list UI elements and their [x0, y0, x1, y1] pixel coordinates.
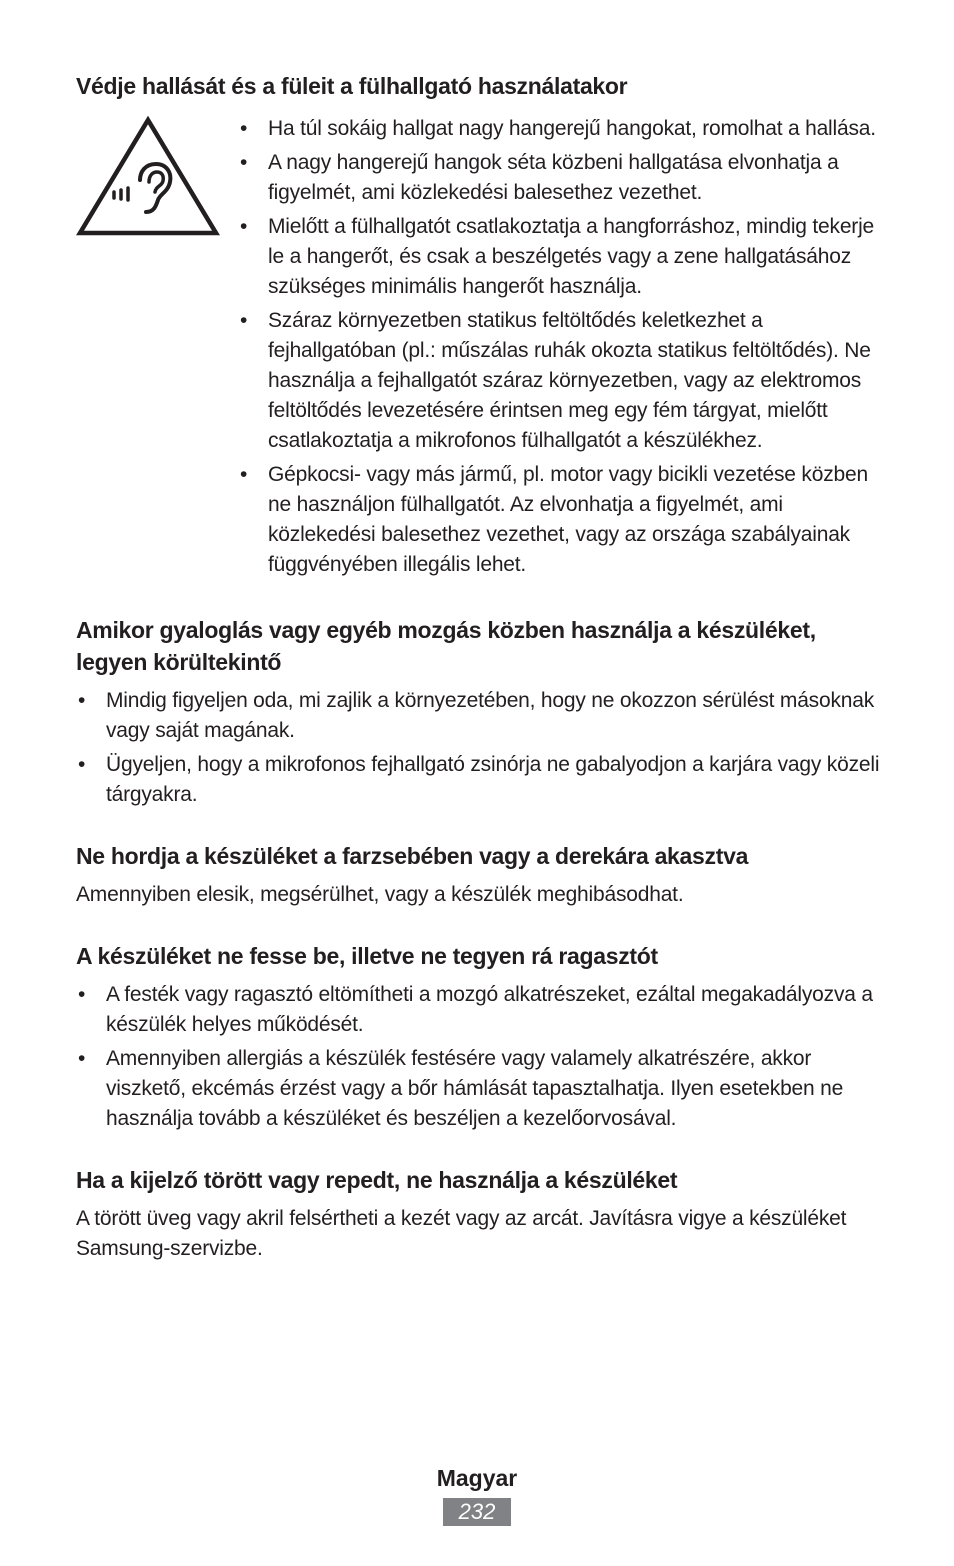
bullet-list — [76, 980, 882, 1134]
list-item: • A nagy hangerejű hangok séta közbeni hallgatása elvonhatja a figyelmét, ami közlekedési balesethez vezethet. — [238, 148, 882, 208]
list-item: • Ügyeljen, hogy a mikrofonos fejhallgató zsinórja ne gabalyodjon a karjára vagy közeli tárgyakra. — [76, 750, 882, 810]
list-item: • Száraz környezetben statikus feltöltődés keletkezhet a fejhallgatóban (pl.: műszálas ruhák okozta statikus feltöltődés). Ne használja a fejhallgatót száraz környezetben, vagy az elektromos feltöltődés levezetésére érintsen meg egy fém tárgyat, mielőtt csatlakoztatja a mikrofonos fülhallgatót a készülékhez. — [238, 306, 882, 456]
section-title: Ha a kijelző törött vagy repedt, ne használja a készüléket — [76, 1167, 678, 1193]
list-item: • Gépkocsi- vagy más jármű, pl. motor vagy bicikli vezetése közben ne használjon fülhallgatót. Az elvonhatja a figyelmét, ami közlekedési balesethez vezethet, vagy az országa szabályainak függvényében illegális lehet. — [238, 460, 882, 580]
section-broken-display — [76, 1164, 882, 1264]
list-item: • Amennyiben allergiás a készülék festésére vagy valamely alkatrészére, akkor viszkető, ekcémás érzést vagy a bőr hámlását tapasztalhatja. Ilyen esetekben ne használja tovább a készüléket és beszéljen a kezelőorvosával. — [76, 1044, 882, 1134]
page-footer — [0, 1462, 954, 1526]
section-paint — [76, 940, 882, 1134]
list-item: • Mielőtt a fülhallgatót csatlakoztatja a hangforráshoz, mindig tekerje le a hangerőt, és csak a beszélgetés vagy a zene hallgatásához szükséges minimális hangerőt használja. — [238, 212, 882, 302]
section-text: A törött üveg vagy akril felsértheti a kezét vagy az arcát. Javításra vigye a készüléket Samsung-szervizbe. — [76, 1207, 847, 1260]
section-title: Védje hallását és a füleit a fülhallgató használatakor — [76, 73, 628, 99]
section-title: A készüléket ne fesse be, illetve ne tegyen rá ragasztót — [76, 943, 658, 969]
section-hearing — [76, 70, 882, 584]
page-content — [76, 70, 882, 1264]
bullet-list — [76, 686, 882, 810]
footer-language: Magyar — [436, 1465, 518, 1491]
section-text: Amennyiben elesik, megsérülhet, vagy a készülék meghibásodhat. — [76, 883, 684, 906]
section-title: Ne hordja a készüléket a farzsebében vagy a derekára akasztva — [76, 843, 749, 869]
section-title: Amikor gyaloglás vagy egyéb mozgás közben használja a készüléket, legyen körültekintő — [76, 617, 816, 675]
section-walking — [76, 614, 882, 810]
list-item: • A festék vagy ragasztó eltömítheti a mozgó alkatrészeket, ezáltal megakadályozva a készülék helyes működését. — [76, 980, 882, 1040]
bullet-list — [238, 114, 882, 584]
section-pocket — [76, 840, 882, 910]
list-item: • Mindig figyeljen oda, mi zajlik a környezetében, hogy ne okozzon sérülést másoknak vagy saját magának. — [76, 686, 882, 746]
list-item: • Ha túl sokáig hallgat nagy hangerejű hangokat, romolhat a hallása. — [238, 114, 882, 144]
page-number: 232 — [443, 1498, 511, 1526]
icon-column — [76, 114, 238, 584]
ear-warning-icon — [76, 116, 220, 238]
